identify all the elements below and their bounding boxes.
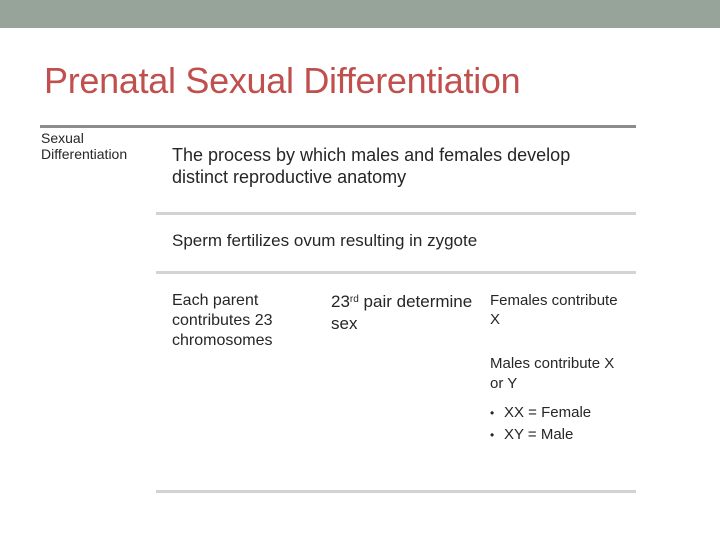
pair-number: 23 — [331, 292, 350, 311]
bullet-item — [490, 402, 591, 424]
bullet-item — [490, 424, 591, 446]
definition-text: The process by which males and females develop distinct reproductive anatomy — [172, 145, 571, 187]
bullet-text: XY = Male — [504, 426, 574, 443]
bullet-icon: • — [490, 406, 495, 420]
row-divider-3 — [156, 490, 636, 493]
pair-rest: pair determine sex — [331, 292, 473, 333]
females-text: Females contribute X — [490, 292, 618, 328]
chromosome-bullets — [490, 402, 591, 446]
pair-suffix: rd — [349, 294, 359, 305]
bullet-text: XX = Female — [504, 404, 592, 421]
top-accent-bar — [0, 0, 720, 28]
males-text: Males contribute X or Y — [490, 355, 615, 392]
side-label: Sexual Differentiation — [41, 130, 128, 162]
row-divider-2 — [156, 271, 636, 274]
bullet-icon: • — [490, 428, 495, 442]
title-divider — [40, 125, 636, 128]
each-parent-text: Each parent contributes 23 chromosomes — [172, 292, 273, 349]
slide-title: Prenatal Sexual Differentiation — [44, 60, 521, 101]
pair-text — [331, 291, 481, 335]
zygote-text: Sperm fertilizes ovum resulting in zygote — [172, 231, 478, 250]
row-divider-1 — [156, 212, 636, 215]
